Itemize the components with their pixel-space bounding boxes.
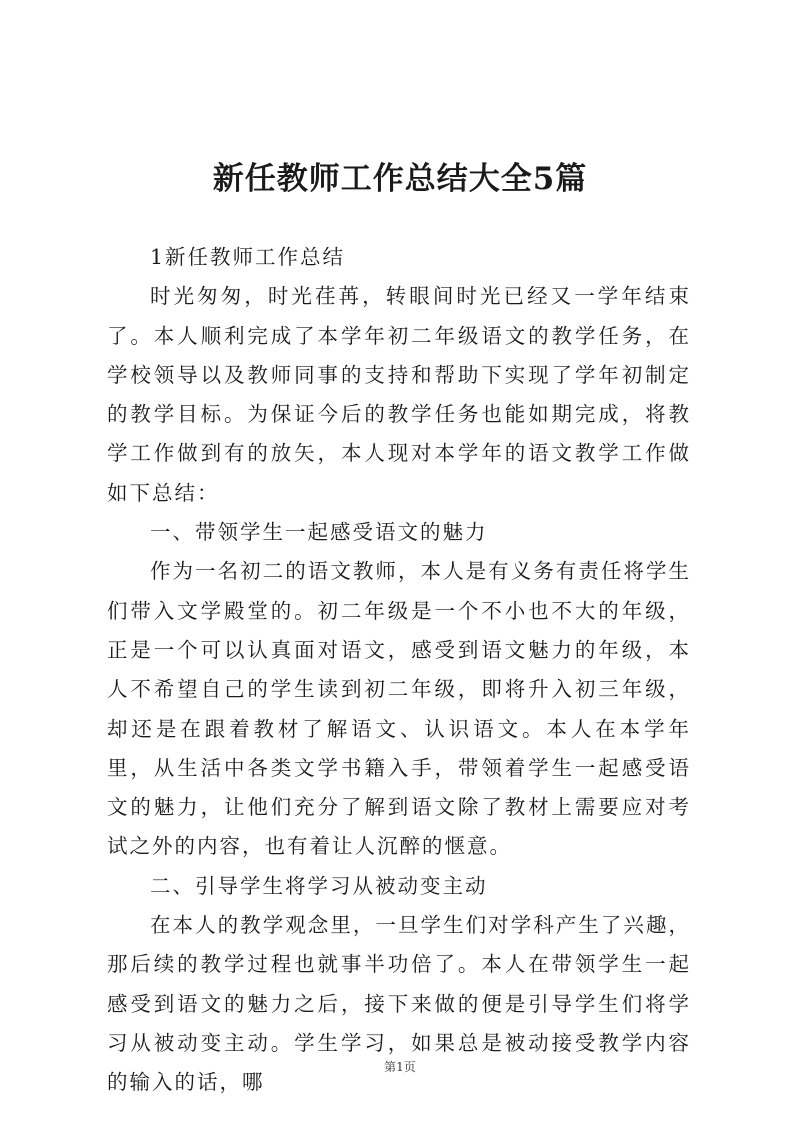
section-heading: 1新任教师工作总结 — [150, 245, 346, 269]
page-number: 第1页 — [384, 1060, 416, 1074]
paragraph: 时光匆匆，时光荏苒，转眼间时光已经又一学年结束了。本人顺利完成了本学年初二年级语文的教学任务，在学校领导以及教师同事的支持和帮助下实现了学年初制定的教学目标。为保证今后的教学任务也能如期完成，将教学工作做到有的放矢，本人现对本学年的语文教学工作做如下总结： — [107, 284, 691, 505]
document-title: 新任教师工作总结大全5篇 — [212, 161, 588, 197]
document-body — [107, 238, 691, 1103]
section-heading: 一、带领学生一起感受语文的魅力 — [150, 520, 488, 545]
paragraph: 在本人的教学观念里，一旦学生们对学科产生了兴趣，那后续的教学过程也就事半功倍了。本人在带领学生一起感受到语文的魅力之后，接下来做的便是引导学生们将学习从被动变主动。学生学习，如果总是被动接受教学内容的输入的话，哪 — [107, 913, 691, 1095]
section-heading: 二、引导学生将学习从被动变主动 — [150, 873, 488, 898]
paragraph: 作为一名初二的语文教师，本人是有义务有责任将学生们带入文学殿堂的。初二年级是一个不小也不大的年级，正是一个可以认真面对语文，感受到语文魅力的年级，本人不希望自己的学生读到初二年级，即将升入初三年级，却还是在跟着教材了解语文、认识语文。本人在本学年里，从生活中各类文学书籍入手，带领着学生一起感受语文的魅力，让他们充分了解到语文除了教材上需要应对考试之外的内容，也有着让人沉醉的惬意。 — [107, 559, 691, 859]
